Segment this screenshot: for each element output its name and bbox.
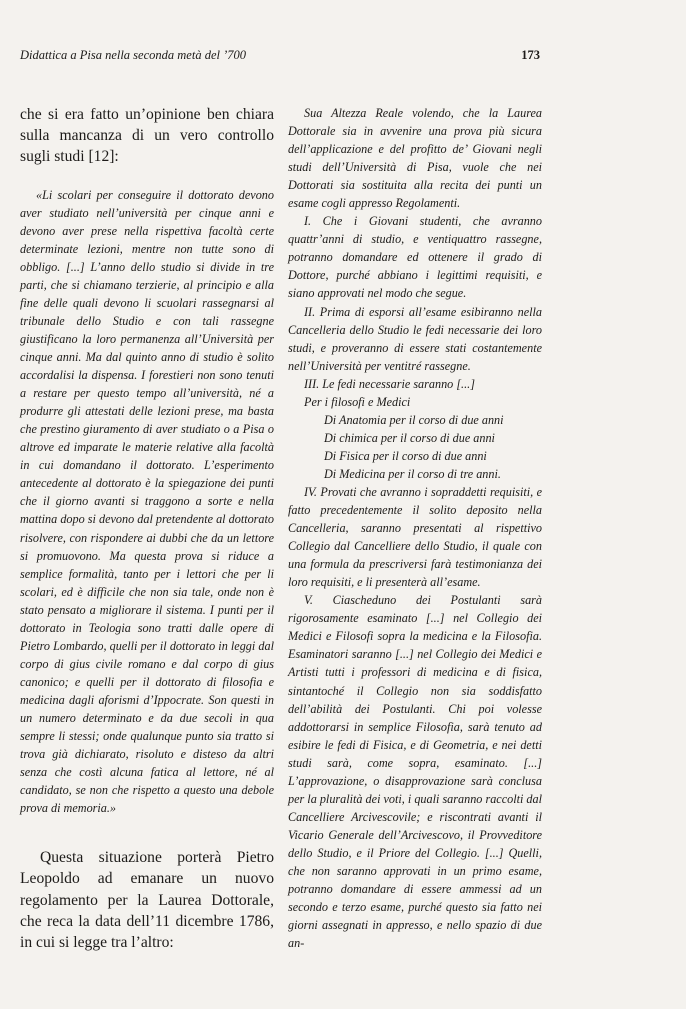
block-quote: «Li scolari per conseguire il dottorato devono aver studiato nell’università per cinque anni e devono aver prese nella rispettiva facoltà certe determinate lezioni, mentre non tutte sono di obbligo. [...] L’anno dello studio si divide in tre parti, che si chiamano terzierie, al principio e alla fine delle quali devono li scuolari rassegnarsi al tribunale dello Studio e con tali rassegne giustificano la loro permanenza all’Università per cinque anni. Ma dal quinto anno di studio è solito accordalisi la dispensa. I forestieri non sono tenuti a restare per questo tempo all’università, né a produrre gli attestati delle lezioni prese, ma basta che prestino giuramento di aver studiato o a Pisa o altrove ed imparate le materie relative alla facoltà in cui domandano il dottorato. L’esperimento antecedente al dottorato è la spiegazione dei punti che il giorno avanti si traggono a sorte e nella mattina dopo si devono dal pretendente al dottorato risolvere, con rispondere ai dubbi che da un lettore si promuovono. Ma questa prova si riduce a semplice formalità, tanto per i lettori che per li scolari, ed è difficile che non sia tale, onde non è stato pensato a migliorare il sistema. I punti per il dottorato in Teologia sono tratti dalle opere di Pietro Lombardo, quelli per il dottorato in leggi dal corpo di gius civile romano e dal corpo di gius canonico; e quelli per il dottorato di filosofia e medicina dagli aforismi d’Ippocrate. Son questi in un numero determinato e da due secoli in qua sempre li stessi; onde qualunque punto sia tratto si trova già dichiarato, risoluto e disteso da altri senza che costì alcuna fatica al lettore, né al candidato, se non che rispetto a questo una debole prova di memoria.» — [20, 187, 274, 816]
page-header — [20, 48, 540, 63]
list-item: Di Anatomia per il corso di due anni — [324, 412, 504, 427]
list-item: Di Medicina per il corso di tre anni. — [324, 466, 501, 481]
regulation-preamble: Sua Altezza Reale volendo, che la Laurea Dottorale sia in avvenire una prova più sicura dell’applicazione e del profitto de’ Giovani negli studi dell’Università di Pisa, vuole che nei Dottorati sia sostituita alla recita dei punti un esame cogli appresso Regolamenti. — [288, 106, 542, 211]
page-number: 173 — [521, 48, 540, 62]
list-item: Di Fisica per il corso di due anni — [324, 448, 487, 463]
left-column — [20, 104, 274, 953]
closing-paragraph: Questa situazione porterà Pietro Leopoldo ad emanare un nuovo regolamento per la Laurea Dottorale, che reca la data dell’11 dicembre 1786, in cui si legge tra l’altro: — [20, 849, 274, 952]
regulation-article-4: IV. Provati che avranno i sopraddetti requisiti, e fatto precedentemente il solito deposito nella Cancelleria, saranno presentati al rispettivo Collegio dal Cancelliere dello Studio, il quale con una formula da prescriversi farà testimonianza dei loro requisiti, e li presenterà all’esame. — [288, 484, 542, 590]
regulation-article-3: III. Le fedi necessarie saranno [...] — [304, 376, 475, 391]
list-heading: Per i filosofi e Medici — [304, 394, 411, 409]
regulation-article-5: V. Ciascheduno dei Postulanti sarà rigorosamente esaminato [...] nel Collegio dei Medici e Filosofi sopra la medicina e la Filosofia. Esaminatori saranno [...] nel Collegio dei Medici e Artisti tutti i professori di medicina e di fisica, sintantoché il Collegio non sia soddisfatto dell’abilità dei Postulanti. Chi poi volesse addottorarsi in semplice Filosofia, sarà tenuto ad esibire le fedi di Fisica, e di Geometria, e nei detti studi sarà, come sopra, esaminato. [...] L’approvazione, o disapprovazione sarà conclusa per la pluralità dei voti, i quali saranno raccolti dal Cancelliere Arcivescovile; e riscontrati avanti il Vicario Generale dell’Arcivescovo, il Provveditore dello Studio, e il Priore del Collegio. [...] Quelli, che non saranno approvati in un primo esame, potranno domandare di essere ammessi ad un secondo e terzo esame, purché questo sia fatto nei giorni assegnati in appresso, e nello spazio di due an- — [288, 593, 542, 951]
regulation-article-1: I. Che i Giovani studenti, che avranno quattr’anni di studio, e ventiquattro rassegne, potranno domandare ed ottenere il grado di Dottore, purché abbiano i legittimi requisiti, e siano approvati nel modo che segue. — [288, 214, 542, 301]
list-item: Di chimica per il corso di due anni — [324, 430, 495, 445]
running-title: Didattica a Pisa nella seconda metà del ’700 — [20, 48, 247, 62]
right-column — [288, 104, 542, 952]
intro-paragraph: che si era fatto un’opinione ben chiara sulla mancanza di un vero controllo sugli studi [12]: — [20, 106, 274, 166]
regulation-article-2: II. Prima di esporsi all’esame esibiranno nella Cancelleria dello Studio le fedi necessarie dei loro studi, e proveranno di essere stati costantemente nell’Università per ventitré rassegne. — [288, 304, 542, 373]
